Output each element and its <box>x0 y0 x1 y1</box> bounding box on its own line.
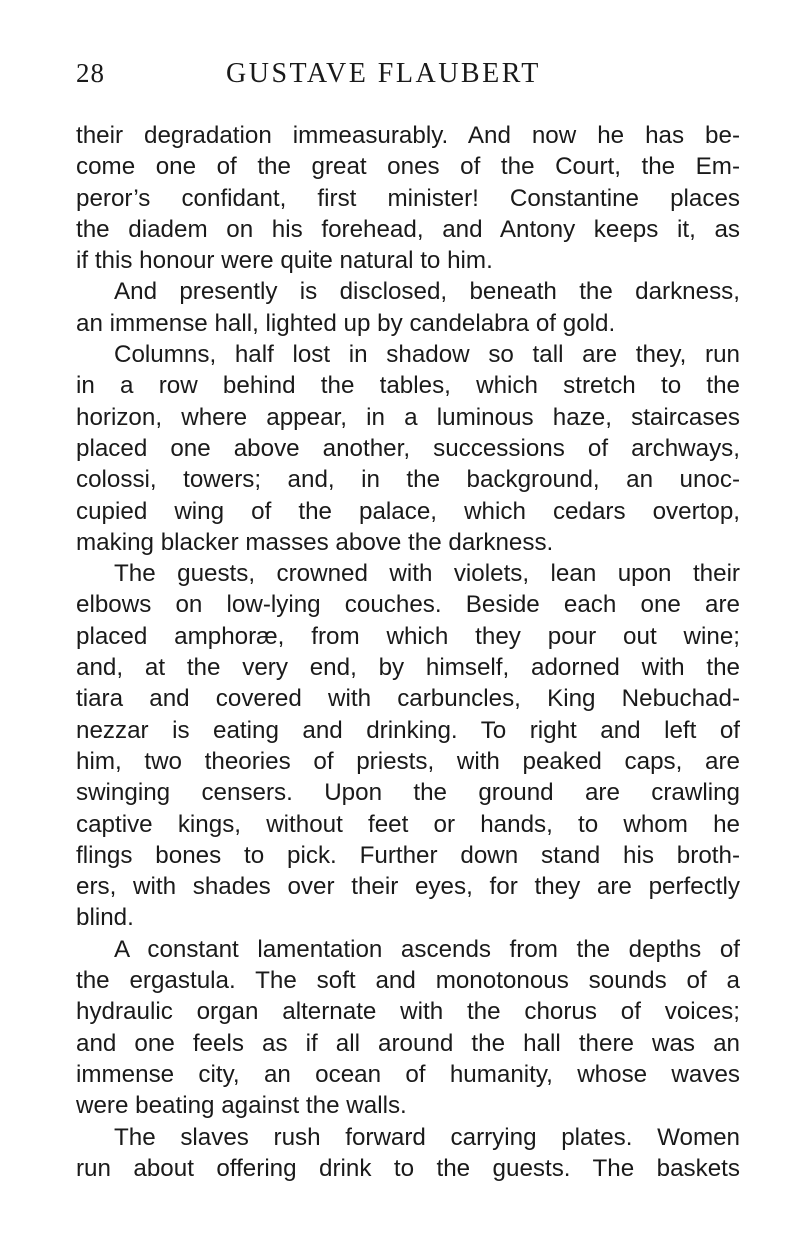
text-line: were beating against the walls. <box>76 1092 407 1120</box>
text-line: the ergastula. The soft and monotonous sounds of a <box>76 967 740 995</box>
running-title: GUSTAVE FLAUBERT <box>226 58 541 89</box>
text-line: nezzar is eating and drinking. To right and left of <box>76 716 740 744</box>
text-line: elbows on low-lying couches. Beside each one are <box>76 591 740 619</box>
text-line: Columns, half lost in shadow so tall are they, run <box>114 341 740 369</box>
text-line: A constant lamentation ascends from the depths of <box>114 935 740 963</box>
text-line: come one of the great ones of the Court, the Em- <box>76 153 740 181</box>
text-line: captive kings, without feet or hands, to whom he <box>76 810 740 838</box>
text-line: horizon, where appear, in a luminous haze, staircases <box>76 403 740 431</box>
text-line: their degradation immeasurably. And now he has be- <box>76 122 740 149</box>
text-line: if this honour were quite natural to him. <box>76 247 493 275</box>
text-line: The slaves rush forward carrying plates. Women <box>114 1123 740 1151</box>
text-line: blind. <box>76 904 134 932</box>
text-line: flings bones to pick. Further down stand his broth- <box>76 841 740 869</box>
text-line: in a row behind the tables, which stretch to the <box>76 372 740 400</box>
text-line: the diadem on his forehead, and Antony keeps it, as <box>76 215 740 243</box>
text-line: run about offering drink to the guests. The baskets <box>76 1154 740 1182</box>
text-line: tiara and covered with carbuncles, King Nebuchad- <box>76 685 740 713</box>
text-line: hydraulic organ alternate with the chorus of voices; <box>76 998 740 1026</box>
text-line: placed amphoræ, from which they pour out wine; <box>76 622 740 650</box>
text-line: making blacker masses above the darkness. <box>76 528 554 556</box>
text-line: an immense hall, lighted up by candelabra of gold. <box>76 309 616 337</box>
text-line: peror’s confidant, first minister! Constantine places <box>76 184 740 212</box>
text-line: him, two theories of priests, with peaked caps, are <box>76 747 740 775</box>
text-line: placed one above another, successions of archways, <box>76 434 740 462</box>
text-line: The guests, crowned with violets, lean upon their <box>114 560 740 588</box>
text-line: And presently is disclosed, beneath the darkness, <box>114 278 740 306</box>
text-line: ers, with shades over their eyes, for they are perfectly <box>76 873 740 901</box>
text-line: colossi, towers; and, in the background, an unoc- <box>76 466 740 494</box>
text-line: swinging censers. Upon the ground are crawling <box>76 779 740 807</box>
running-head <box>76 58 740 98</box>
text-line: cupied wing of the palace, which cedars overtop, <box>76 497 740 525</box>
text-line: and, at the very end, by himself, adorned with the <box>76 654 740 682</box>
text-line: and one feels as if all around the hall there was an <box>76 1029 740 1057</box>
text-line: immense city, an ocean of humanity, whose waves <box>76 1060 740 1088</box>
page-number: 28 <box>76 58 105 88</box>
body-text <box>76 120 740 1184</box>
